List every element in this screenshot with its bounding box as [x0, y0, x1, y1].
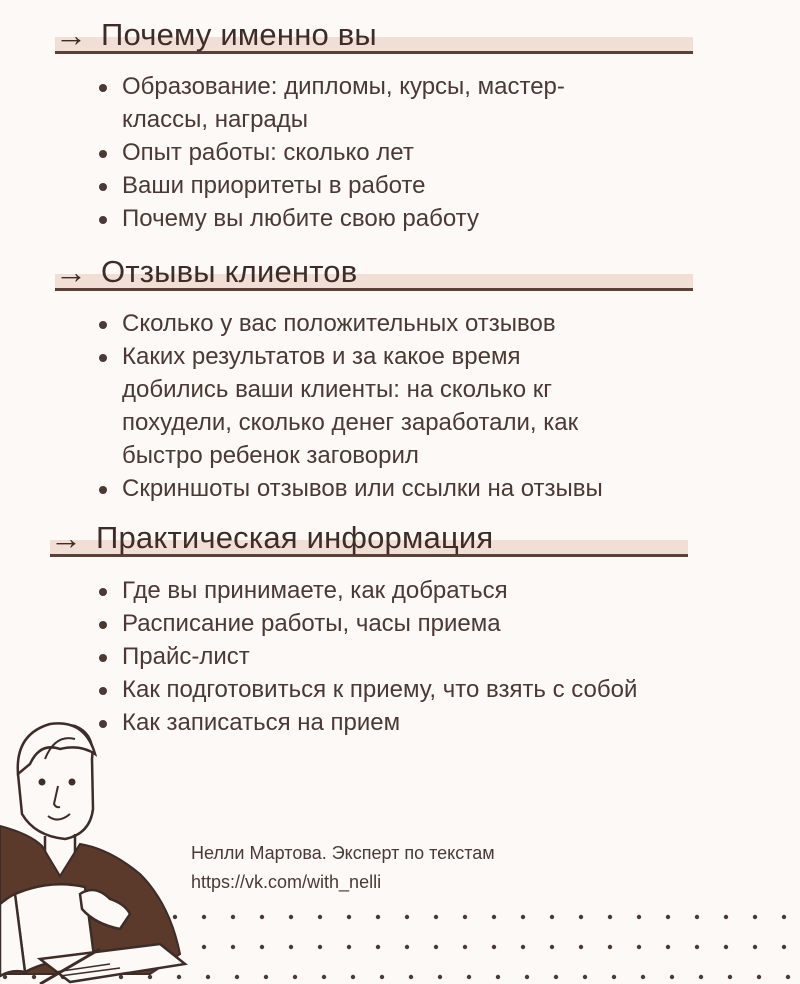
list-item-continuation — [0, 103, 722, 136]
pattern-dot — [554, 975, 558, 979]
section-title: Практическая информация — [96, 520, 494, 555]
list-item-text: Почему вы любите свою работу — [122, 205, 479, 232]
list-item — [0, 169, 722, 202]
list-item-text: классы, награды — [122, 106, 309, 133]
list-item — [0, 70, 722, 103]
list-item-text: Скриншоты отзывов или ссылки на отзывы — [122, 475, 603, 502]
man-reading-illustration — [0, 714, 200, 984]
pattern-dot — [666, 915, 670, 919]
pattern-dot — [434, 945, 438, 949]
section-heading — [55, 254, 693, 297]
list-item — [0, 340, 722, 373]
pattern-dot — [322, 975, 326, 979]
pattern-dot — [289, 915, 293, 919]
pattern-dot — [550, 945, 554, 949]
pattern-dot — [467, 975, 471, 979]
pattern-dot — [525, 975, 529, 979]
list-item — [0, 673, 722, 706]
bullet-list — [0, 307, 722, 505]
bullet-list — [0, 70, 722, 235]
pattern-dot — [405, 945, 409, 949]
arrow-right-icon: → — [55, 254, 87, 290]
pattern-dot — [695, 915, 699, 919]
pattern-dot — [492, 915, 496, 919]
section-heading — [50, 520, 688, 563]
pattern-dot — [670, 975, 674, 979]
list-item-text: Прайс-лист — [122, 643, 250, 670]
bullet-icon — [99, 354, 107, 362]
pattern-dot — [608, 915, 612, 919]
pattern-dot — [786, 975, 790, 979]
pattern-dot — [666, 945, 670, 949]
bullet-icon — [99, 621, 107, 629]
author-credit: Нелли Мартова. Эксперт по текстам — [191, 843, 495, 863]
pattern-dot — [351, 975, 355, 979]
section-title: Почему именно вы — [101, 17, 377, 52]
list-item — [0, 574, 722, 607]
bullet-icon — [99, 687, 107, 695]
pattern-dot — [202, 945, 206, 949]
pattern-dot — [376, 915, 380, 919]
list-item — [0, 472, 722, 505]
bullet-icon — [99, 486, 107, 494]
pattern-dot — [699, 975, 703, 979]
pattern-dot — [347, 945, 351, 949]
list-item-text: похудели, сколько денег заработали, как — [122, 409, 579, 436]
pattern-dot — [782, 915, 786, 919]
pattern-dot — [753, 945, 757, 949]
list-item-text: Где вы принимаете, как добраться — [122, 577, 508, 604]
list-item-text: добились ваши клиенты: на сколько кг — [122, 376, 553, 403]
bullet-icon — [99, 654, 107, 662]
bullet-icon — [99, 321, 107, 329]
arrow-right-icon: → — [50, 520, 82, 556]
list-item-text: Как записаться на прием — [122, 709, 401, 736]
pattern-dot — [235, 975, 239, 979]
bullet-icon — [99, 588, 107, 596]
pattern-dot — [405, 915, 409, 919]
bullet-icon — [99, 150, 107, 158]
pattern-dot — [318, 915, 322, 919]
pattern-dot — [202, 915, 206, 919]
pattern-dot — [289, 945, 293, 949]
author-link[interactable]: https://vk.com/with_nelli — [191, 872, 382, 892]
pattern-dot — [521, 945, 525, 949]
pattern-dot — [724, 945, 728, 949]
pattern-dot — [380, 975, 384, 979]
pattern-dot — [463, 945, 467, 949]
pattern-dot — [231, 945, 235, 949]
list-item-continuation — [0, 439, 722, 472]
pattern-dot — [318, 945, 322, 949]
list-item-text: Как подготовиться к приему, что взять с собой — [122, 676, 638, 703]
pattern-dot — [438, 975, 442, 979]
pattern-dot — [376, 945, 380, 949]
list-item-text: быстро ребенок заговорил — [122, 442, 419, 469]
section-heading — [55, 17, 693, 60]
pattern-dot — [550, 915, 554, 919]
list-item-text: Сколько у вас положительных отзывов — [122, 310, 556, 337]
pattern-dot — [608, 945, 612, 949]
pattern-dot — [695, 945, 699, 949]
list-item — [0, 202, 722, 235]
list-item-text: Ваши приоритеты в работе — [122, 172, 426, 199]
list-item — [0, 607, 722, 640]
list-item-continuation — [0, 373, 722, 406]
list-item — [0, 640, 722, 673]
pattern-dot — [206, 975, 210, 979]
list-item-text: Образование: дипломы, курсы, мастер- — [122, 73, 565, 100]
pattern-dot — [347, 915, 351, 919]
pattern-dot — [579, 915, 583, 919]
pattern-dot — [637, 915, 641, 919]
pattern-dot — [496, 975, 500, 979]
pattern-dot — [231, 915, 235, 919]
pattern-dot — [728, 975, 732, 979]
list-item-text: Каких результатов и за какое время — [122, 343, 521, 370]
list-item-continuation — [0, 406, 722, 439]
pattern-dot — [260, 945, 264, 949]
pattern-dot — [612, 975, 616, 979]
pattern-dot — [409, 975, 413, 979]
pattern-dot — [264, 975, 268, 979]
pattern-dot — [753, 915, 757, 919]
list-item — [0, 136, 722, 169]
pattern-dot — [463, 915, 467, 919]
pattern-dot — [724, 915, 728, 919]
pattern-dot — [641, 975, 645, 979]
list-item-text: Опыт работы: сколько лет — [122, 139, 414, 166]
pattern-dot — [293, 975, 297, 979]
bullet-icon — [99, 183, 107, 191]
pattern-dot — [434, 915, 438, 919]
pattern-dot — [757, 975, 761, 979]
list-item-text: Расписание работы, часы приема — [122, 610, 501, 637]
pattern-dot — [492, 945, 496, 949]
pattern-dot — [782, 945, 786, 949]
pattern-dot — [579, 945, 583, 949]
pattern-dot — [583, 975, 587, 979]
bullet-icon — [99, 216, 107, 224]
section-title: Отзывы клиентов — [101, 254, 358, 289]
pattern-dot — [521, 915, 525, 919]
pattern-dot — [637, 945, 641, 949]
bullet-icon — [99, 84, 107, 92]
list-item — [0, 307, 722, 340]
pattern-dot — [260, 915, 264, 919]
arrow-right-icon: → — [55, 17, 87, 53]
